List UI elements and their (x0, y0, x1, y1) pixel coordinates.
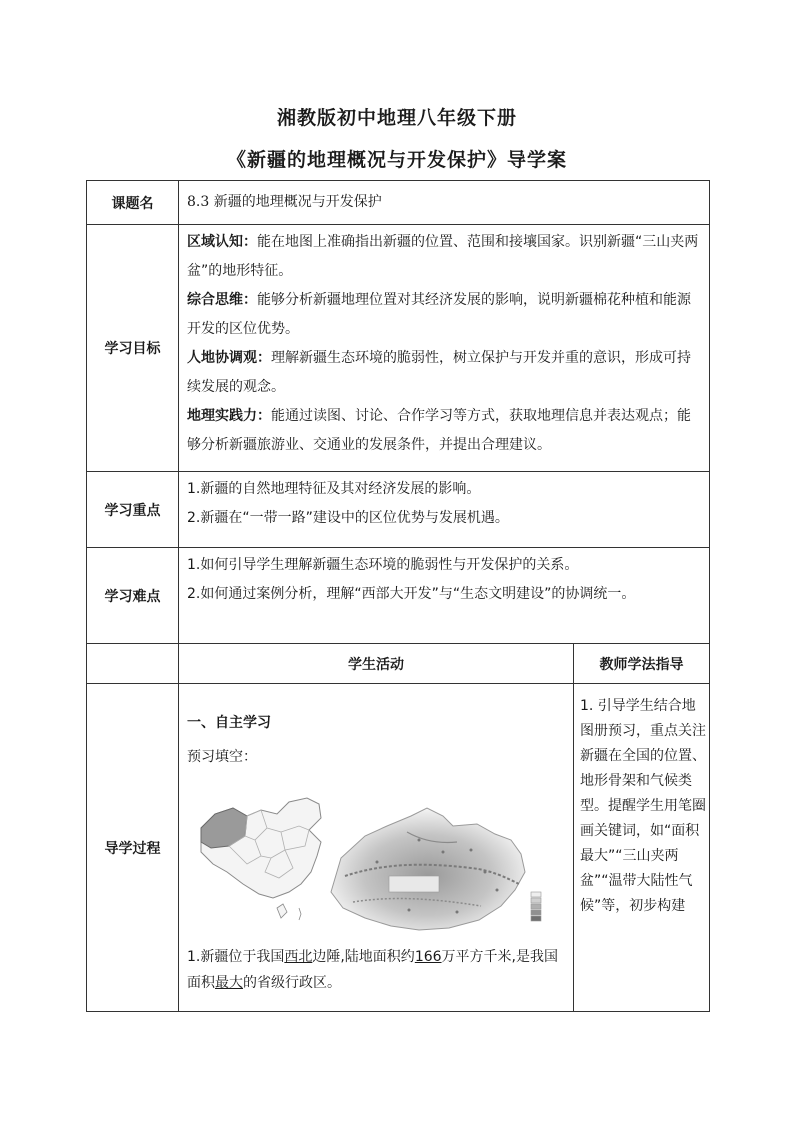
goals-label: 学习目标 (87, 225, 179, 472)
focus-label: 学习重点 (87, 472, 179, 548)
answer-blank: 西北 (284, 949, 313, 965)
goal-3: 人地协调观：理解新疆生态环境的脆弱性，树立保护与开发并重的意识，形成可持续发展的观念。 (187, 350, 691, 395)
focus-item: 1.新疆的自然地理特征及其对经济发展的影响。 (187, 481, 481, 497)
xinjiang-relief-map (331, 808, 541, 930)
answer-blank: 166 (414, 949, 442, 965)
topic-value: 8.3 新疆的地理概况与开发保护 (179, 181, 710, 225)
goals-cell (179, 225, 710, 472)
goal-1: 区域认知：能在地图上准确指出新疆的位置、范围和接壤国家。识别新疆“三山夹两盆”的地形特征。 (187, 234, 699, 279)
doc-title-line2: 《新疆的地理概况与开发保护》导学案 (226, 149, 567, 171)
col-teacher-guidance: 教师学法指导 (574, 644, 710, 684)
map-figure (181, 780, 576, 938)
goal-4: 地理实践力：能通过读图、讨论、合作学习等方式，获取地理信息并表达观点；能够分析新疆旅游业、交通业的发展条件，并提出合理建议。 (187, 408, 691, 453)
focus-item: 2.新疆在“一带一路”建设中的区位优势与发展机遇。 (187, 510, 509, 526)
china-outline-map (201, 798, 321, 920)
difficulty-item: 2.如何通过案例分析，理解“西部大开发”与“生态文明建设”的协调统一。 (187, 586, 636, 602)
empty-header-cell (87, 644, 179, 684)
difficulty-label: 学习难点 (87, 548, 179, 644)
study-guide-table (86, 180, 710, 1012)
teacher-guidance-cell: 1. 引导学生结合地图册预习，重点关注新疆在全国的位置、地形骨架和气候类型。提醒学生用笔圈画关键词，如“面积最大”“三山夹两盆”“温带大陆性气候”等，初步构建 (574, 684, 710, 1012)
section-title: 一、自主学习 (187, 715, 271, 731)
fill-in-answer: 1.新疆位于我国西北边陲,陆地面积约166万平方千米,是我国面积最大的省级行政区。 (187, 949, 558, 991)
answer-blank: 最大 (215, 975, 243, 991)
goal-2: 综合思维：能够分析新疆地理位置对其经济发展的影响，说明新疆棉花种植和能源开发的区位优势。 (187, 292, 691, 337)
difficulty-item: 1.如何引导学生理解新疆生态环境的脆弱性与开发保护的关系。 (187, 557, 579, 573)
maps-figure (181, 780, 567, 938)
student-activity-cell (179, 684, 574, 1012)
topic-label: 课题名 (87, 181, 179, 225)
doc-title-line1: 湘教版初中地理八年级下册 (276, 107, 517, 129)
focus-cell (179, 472, 710, 548)
col-student-activity: 学生活动 (179, 644, 574, 684)
difficulty-cell (179, 548, 710, 644)
process-label: 导学过程 (87, 684, 179, 1012)
prefill-label: 预习填空： (187, 749, 257, 765)
elevation-legend (531, 892, 541, 921)
